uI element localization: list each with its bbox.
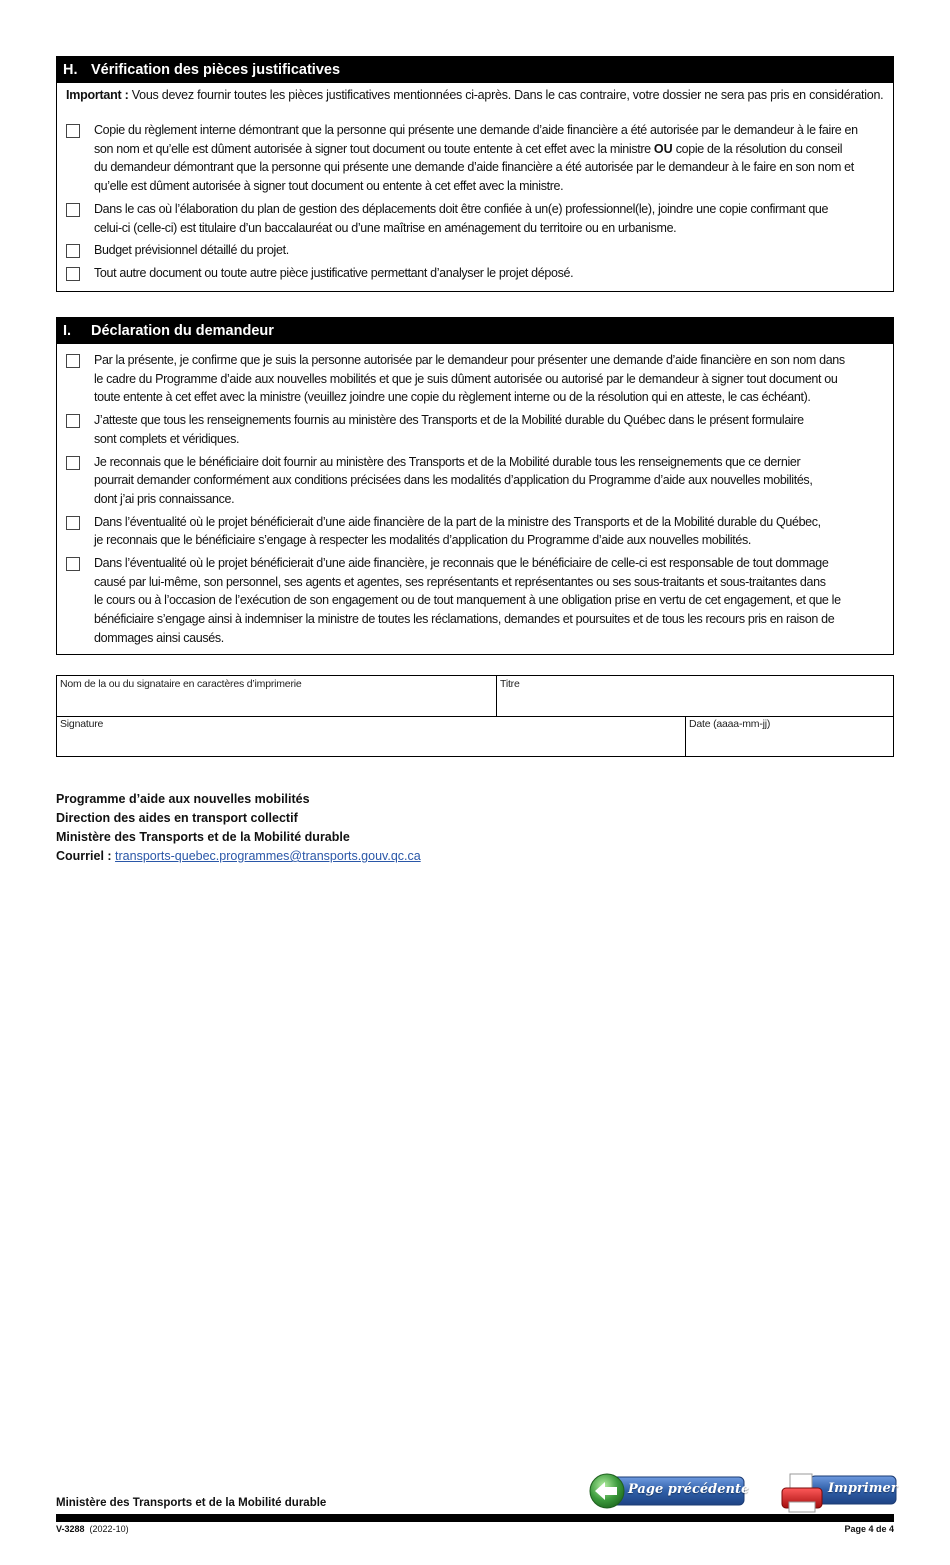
declaration-checkbox-respect-terms[interactable] xyxy=(66,516,80,530)
doc-item-other-documents: Tout autre document ou toute autre pièce justificative permettant d’analyser le projet déposé. xyxy=(66,264,885,283)
important-label: Important : xyxy=(66,88,129,102)
date-label: Date (aaaa-mm-jj) xyxy=(689,718,771,730)
doc-checkbox-internal-regulation[interactable] xyxy=(66,124,80,138)
ou-emphasis: OU xyxy=(653,141,673,156)
signature-label: Signature xyxy=(60,718,104,730)
ministry-name: Ministère des Transports et de la Mobilité durable xyxy=(56,830,350,844)
footer-divider xyxy=(56,1514,894,1522)
print-button[interactable] xyxy=(780,1472,898,1514)
email-label: Courriel : xyxy=(56,849,112,863)
signatory-name-field[interactable] xyxy=(57,676,496,716)
doc-item-budget: Budget prévisionnel détaillé du projet. xyxy=(66,241,885,260)
declaration-checkbox-information-complete[interactable] xyxy=(66,414,80,428)
date-field[interactable] xyxy=(685,716,893,756)
previous-page-button[interactable] xyxy=(588,1473,750,1509)
declaration-item-information-complete: J’atteste que tous les renseignements fournis au ministère des Transports et de la Mobilité durable du Québec dans le présent formulaire sont complets et véridiques. xyxy=(66,411,885,448)
direction-name: Direction des aides en transport collectif xyxy=(56,811,298,825)
section-i-title: Déclaration du demandeur xyxy=(91,323,274,339)
doc-checkbox-other-documents[interactable] xyxy=(66,267,80,281)
section-h-title: Vérification des pièces justificatives xyxy=(91,62,341,78)
doc-checkbox-budget[interactable] xyxy=(66,244,80,258)
section-h-letter: H. xyxy=(63,62,78,78)
declaration-item-liability: Dans l’éventualité où le projet bénéficierait d’une aide financière, je reconnais que le bénéficiaire de celle-ci est responsable de tout dommage causé par lui-même, son personnel, ses agents et agentes, ses représentants et représentantes ou ses sous-traitants et sous-traitantes dans le cours ou à l’occasion de l’exécution de son engagement ou de tout manquement à une obligation prise en vertu de cet engagement, et que le bénéficiaire s’engage ainsi à indemniser la ministre de toutes les réclamations, demandes et poursuites et de tous les recours pris en raison de dommages ainsi causés. xyxy=(66,554,885,648)
declaration-checkbox-liability[interactable] xyxy=(66,557,80,571)
section-i-letter: I. xyxy=(63,323,72,339)
signature-table xyxy=(56,675,894,757)
declaration-checkbox-provide-information[interactable] xyxy=(66,456,80,470)
contact-block xyxy=(56,790,421,866)
declaration-item-respect-terms: Dans l’éventualité où le projet bénéficierait d’une aide financière de la part de la ministre des Transports et de la Mobilité durable du Québec, je reconnais que le bénéficiaire s’engage à respecter les modalités d’application du Programme d’aide aux nouvelles mobilités. xyxy=(66,513,885,550)
footer-ministry: Ministère des Transports et de la Mobilité durable xyxy=(56,1497,327,1509)
important-text: Vous devez fournir toutes les pièces justificatives mentionnées ci-après. Dans le cas contraire, votre dossier ne sera pas pris en considération. xyxy=(128,88,884,102)
previous-page-label: Page précédente xyxy=(628,1482,750,1497)
doc-item-professional-qualification: Dans le cas où l’élaboration du plan de gestion des déplacements doit être confiée à un(e) professionnel(le), joindre une copie confirmant que celui-ci (celle-ci) est titulaire d’un baccalauréat ou d’une maîtrise en aménagement du territoire ou en urbanisme. xyxy=(66,200,885,237)
section-h-header xyxy=(57,57,893,83)
declaration-item-provide-information: Je reconnais que le bénéficiaire doit fournir au ministère des Transports et de la Mobilité durable tous les renseignements que ce dernier pourrait demander conformément aux conditions précisées dans les modalités d’application du Programme d’aide aux nouvelles mobilités, dont j’ai pris connaissance. xyxy=(66,453,885,509)
doc-checkbox-professional-qualification[interactable] xyxy=(66,203,80,217)
declaration-checkbox-authorized-person[interactable] xyxy=(66,354,80,368)
email-link[interactable]: transports-quebec.programmes@transports.gouv.qc.ca xyxy=(115,849,421,863)
form-date: (2022-10) xyxy=(89,1524,129,1534)
signatory-title-label: Titre xyxy=(500,678,520,690)
section-i-header xyxy=(57,318,893,344)
program-name: Programme d’aide aux nouvelles mobilités xyxy=(56,792,310,806)
print-label: Imprimer xyxy=(828,1481,898,1496)
form-identifier xyxy=(56,1524,129,1534)
doc-item-internal-regulation: Copie du règlement interne démontrant que la personne qui présente une demande d’aide financière a été autorisée par le demandeur à le faire en son nom et qu’elle est dûment autorisée à signer tout document ou toute entente à cet effet avec la ministre OU copie de la résolution du conseil du demandeur démontrant que la personne qui présente une demande d’aide financière a été autorisée par le demandeur à le faire en son nom et qu’elle est dûment autorisée à signer tout document ou entente à cet effet avec la ministre. xyxy=(66,121,885,196)
form-code: V-3288 xyxy=(56,1524,85,1534)
signatory-title-field[interactable] xyxy=(496,676,893,716)
section-i-declaration xyxy=(56,317,894,655)
page-number: Page 4 de 4 xyxy=(844,1524,894,1534)
important-notice xyxy=(57,83,893,103)
signature-field[interactable] xyxy=(57,716,685,756)
signatory-name-label: Nom de la ou du signataire en caractères d’imprimerie xyxy=(60,678,302,690)
section-h-supporting-documents xyxy=(56,56,894,292)
declaration-item-authorized-person: Par la présente, je confirme que je suis la personne autorisée par le demandeur pour présenter une demande d’aide financière en son nom dans le cadre du Programme d’aide aux nouvelles mobilités et que je suis dûment autorisée ou autorisé par le demandeur à signer tout document ou toute entente à cet effet avec la ministre (veuillez joindre une copie du règlement interne ou de la résolution qui en atteste, le cas échéant). xyxy=(66,351,885,407)
